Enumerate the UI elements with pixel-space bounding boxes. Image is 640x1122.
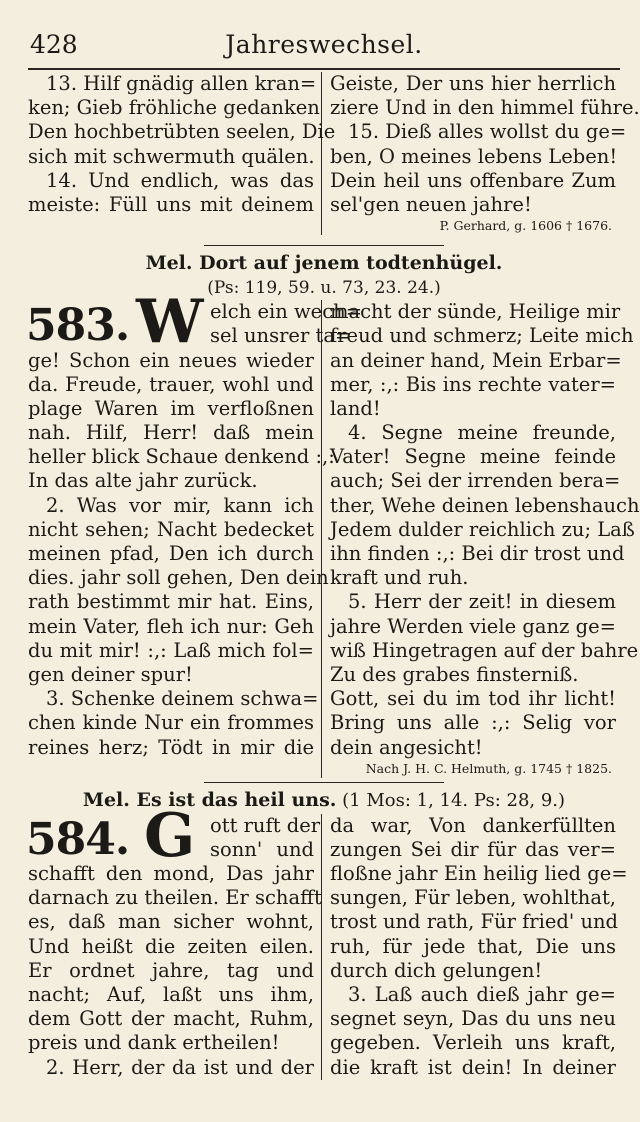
drop-cap: W bbox=[136, 287, 204, 358]
text-line: nah. Hilf, Herr! daß mein bbox=[28, 421, 314, 445]
text-line: plage Waren im verfloßnen bbox=[28, 396, 314, 420]
right-column bbox=[322, 813, 628, 1080]
text-line: dein angesicht! bbox=[330, 735, 483, 759]
text-line: nicht sehen; Nacht bedecket bbox=[28, 517, 314, 541]
text-line: reines herz; Tödt in mir die bbox=[28, 735, 314, 759]
text-line: 4. Segne meine freunde, bbox=[348, 421, 616, 445]
text-line: auch; Sei der irrenden bera= bbox=[330, 469, 621, 493]
text-line: gen deiner spur! bbox=[28, 662, 193, 686]
text-line: 15. Dieß alles wollst du ge= bbox=[348, 120, 627, 144]
hymn-number: 584. bbox=[26, 813, 130, 865]
text-line: mer, :,: Bis ins rechte vater= bbox=[330, 372, 616, 396]
text-line: an deiner hand, Mein Erbar= bbox=[330, 348, 622, 372]
text-line: meiste: Füll uns mit deinem bbox=[28, 192, 314, 216]
drop-cap: G bbox=[144, 800, 196, 871]
right-column bbox=[322, 72, 640, 235]
text-line: mein Vater, fleh ich nur: Geh bbox=[28, 614, 314, 638]
text-line: Gott, sei du im tod ihr licht! bbox=[330, 687, 616, 711]
text-line: Und heißt die zeiten eilen. bbox=[28, 934, 314, 958]
text-line: die kraft ist dein! In deiner bbox=[330, 1055, 616, 1079]
attribution: P. Gerhard, g. 1606 † 1676. bbox=[439, 218, 612, 234]
attribution: Nach J. H. C. Helmuth, g. 1745 † 1825. bbox=[365, 760, 612, 776]
text-line: nacht; Auf, laßt uns ihm, bbox=[28, 983, 314, 1006]
text-line: meinen pfad, Den ich durch bbox=[28, 542, 314, 565]
page-number: 428 bbox=[30, 30, 78, 59]
text-line: du mit mir! :,: Laß mich fol= bbox=[28, 638, 314, 662]
text-line: durch dich gelungen! bbox=[330, 958, 543, 982]
right-column bbox=[322, 300, 640, 778]
hymn-number: 583. bbox=[26, 300, 130, 352]
text-line: sonn' und bbox=[210, 837, 314, 861]
text-line: da. Freude, trauer, wohl und bbox=[28, 372, 314, 396]
text-line: floßne jahr Ein heilig lied ge= bbox=[330, 862, 628, 886]
text-line: schafft den mond, Das jahr bbox=[28, 862, 314, 886]
text-line: ott ruft der bbox=[210, 813, 321, 837]
text-line: heller blick Schaue denkend :,: bbox=[28, 445, 335, 469]
melody-line: Mel. Dort auf jenem todtenhügel. bbox=[145, 252, 503, 275]
text-line: gegeben. Verleih uns kraft, bbox=[330, 1031, 616, 1055]
text-line: Geiste, Der uns hier herrlich bbox=[330, 72, 616, 95]
text-line: 2. Was vor mir, kann ich bbox=[46, 493, 314, 517]
text-line: ziere Und in den himmel führe. bbox=[330, 96, 640, 120]
text-line: segnet seyn, Das du uns neu bbox=[330, 1007, 616, 1031]
text-line: kraft und ruh. bbox=[330, 566, 469, 590]
text-line: ge! Schon ein neues wieder bbox=[28, 348, 314, 372]
text-line: Zu des grabes finsterniß. bbox=[330, 662, 579, 686]
text-line: da war, Von dankerfüllten bbox=[330, 813, 616, 837]
text-line: 2. Herr, der da ist und der bbox=[46, 1055, 314, 1079]
text-line: sel unsrer ta= bbox=[210, 324, 352, 348]
text-line: 3. Schenke deinem schwa= bbox=[46, 687, 319, 711]
text-line: ihn finden :,: Bei dir trost und bbox=[330, 542, 625, 565]
text-line: freud und schmerz; Leite mich bbox=[330, 324, 634, 348]
text-line: chen kinde Nur ein frommes bbox=[28, 711, 314, 735]
text-line: dem Gott der macht, Ruhm, bbox=[28, 1007, 314, 1031]
text-line: ben, O meines lebens Leben! bbox=[330, 144, 618, 168]
text-line: 13. Hilf gnädig allen kran= bbox=[46, 72, 317, 95]
text-line: trost und rath, Für fried' und bbox=[330, 910, 619, 934]
text-line: ken; Gieb fröhliche gedanken bbox=[28, 96, 320, 120]
melody-name: Mel. Es ist das heil uns. bbox=[82, 788, 337, 811]
text-line: wiß Hingetragen auf der bahre bbox=[330, 638, 639, 662]
left-column bbox=[28, 72, 336, 235]
text-line: Jedem dulder reichlich zu; Laß bbox=[330, 517, 635, 541]
left-column bbox=[26, 800, 322, 1080]
text-line: 3. Laß auch dieß jahr ge= bbox=[348, 983, 616, 1006]
text-line: elch ein wech= bbox=[210, 300, 363, 324]
text-line: Vater! Segne meine feinde bbox=[330, 445, 616, 469]
text-line: Bring uns alle :,: Selig vor bbox=[330, 711, 616, 735]
text-line: 14. Und endlich, was das bbox=[46, 168, 314, 192]
text-line: 5. Herr der zeit! in diesem bbox=[348, 590, 616, 614]
text-line: dies. jahr soll gehen, Den dein bbox=[28, 566, 329, 590]
text-line: darnach zu theilen. Er schafft bbox=[28, 886, 322, 910]
text-line: Den hochbetrübten seelen, Die bbox=[28, 120, 336, 144]
melody-line bbox=[28, 787, 620, 814]
text-line: jahre Werden viele ganz ge= bbox=[330, 614, 616, 638]
page-header bbox=[28, 24, 620, 70]
hymn-582-continuation bbox=[28, 72, 640, 235]
text-line: zungen Sei dir für das ver= bbox=[330, 837, 616, 861]
text-line: sel'gen neuen jahre! bbox=[330, 192, 532, 216]
text-line: Er ordnet jahre, tag und bbox=[28, 958, 314, 982]
text-line: Dein heil uns offenbare Zum bbox=[330, 168, 616, 192]
text-line: macht der sünde, Heilige mir bbox=[330, 300, 621, 324]
text-line: es, daß man sicher wohnt, bbox=[28, 910, 314, 934]
page-title: Jahreswechsel. bbox=[225, 30, 423, 59]
text-line: preis und dank ertheilen! bbox=[28, 1031, 280, 1055]
scripture-reference: (1 Mos: 1, 14. Ps: 28, 9.) bbox=[342, 789, 566, 811]
scripture-reference: (Ps: 119, 59. u. 73, 23. 24.) bbox=[207, 278, 441, 299]
text-line: ruh, für jede that, Die uns bbox=[330, 934, 616, 958]
text-line: land! bbox=[330, 396, 381, 420]
hymnal-page bbox=[26, 24, 640, 1114]
text-line: sungen, Für leben, wohlthat, bbox=[330, 886, 616, 910]
text-line: rath bestimmt mir hat. Eins, bbox=[28, 590, 314, 614]
text-line: In das alte jahr zurück. bbox=[28, 469, 258, 493]
divider bbox=[204, 782, 444, 783]
divider bbox=[204, 245, 444, 246]
text-line: sich mit schwermuth quälen. bbox=[28, 144, 315, 168]
text-line: ther, Wehe deinen lebenshauch bbox=[330, 493, 640, 517]
